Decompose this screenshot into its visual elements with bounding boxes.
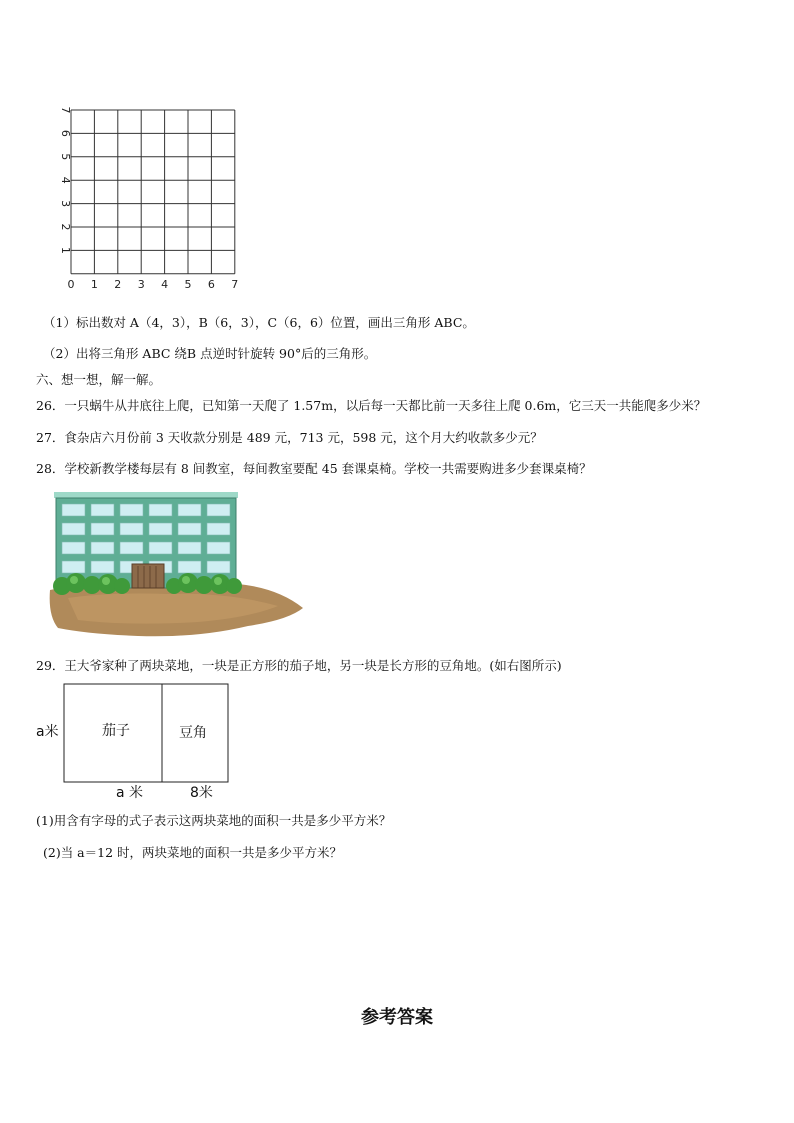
- building-window: [62, 523, 85, 535]
- y-tick-label: 6: [59, 129, 72, 137]
- y-tick-label: 3: [59, 200, 72, 208]
- y-tick-label: 1: [59, 246, 72, 254]
- building-window: [178, 504, 201, 516]
- y-tick-label: 2: [59, 223, 72, 231]
- building-window: [149, 504, 172, 516]
- x-tick-label: 6: [207, 277, 215, 288]
- side-label-a: a米: [36, 724, 59, 740]
- school-building-image: [48, 488, 306, 640]
- building-window: [207, 561, 230, 573]
- building-window: [62, 542, 85, 554]
- building-window: [120, 542, 143, 554]
- section-heading: 六、想一想，解一解。: [36, 372, 162, 387]
- building-window: [178, 542, 201, 554]
- question-29-sub1: (1)用含有字母的式子表示这两块菜地的面积一共是多少平方米？: [36, 813, 392, 828]
- building-window: [62, 504, 85, 516]
- x-tick-label: 0: [67, 277, 75, 288]
- x-tick-label: 7: [231, 277, 239, 288]
- building-window: [120, 523, 143, 535]
- building-window: [91, 561, 114, 573]
- eggplant-label: 茄子: [102, 723, 130, 739]
- q25-part1: （1）标出数对 A（4，3），B（6，3），C（6，6）位置，画出三角形 ABC。: [43, 315, 475, 330]
- y-tick-label: 5: [59, 153, 72, 161]
- question-27: 27．食杂店六月份前 3 天收款分别是 489 元，713 元，598 元，这个月大约收款多少元？: [36, 430, 543, 445]
- answers-title: 参考答案: [361, 1007, 433, 1028]
- y-tick-label: 7: [59, 106, 72, 114]
- building-window: [149, 542, 172, 554]
- x-tick-label: 3: [137, 277, 145, 288]
- q25-part2: （2）出将三角形 ABC 绕B 点逆时针旋转 90°后的三角形。: [43, 346, 377, 361]
- bottom-label-8: 8米: [190, 785, 213, 801]
- building-window: [149, 523, 172, 535]
- building-window: [178, 561, 201, 573]
- coordinate-grid: [50, 98, 250, 288]
- building-window: [207, 504, 230, 516]
- x-tick-label: 2: [114, 277, 122, 288]
- building-window: [207, 542, 230, 554]
- garden-diagram: [30, 678, 240, 804]
- x-tick-label: 4: [161, 277, 169, 288]
- x-tick-label: 1: [90, 277, 98, 288]
- question-29-sub2: (2)当 a＝12 时，两块菜地的面积一共是多少平方米？: [43, 845, 343, 860]
- building-window: [91, 504, 114, 516]
- question-29: 29．王大爷家种了两块菜地，一块是正方形的茄子地，另一块是长方形的豆角地。(如右图所示): [36, 658, 562, 673]
- bottom-label-a: a 米: [116, 785, 144, 801]
- question-26: 26．一只蜗牛从井底往上爬，已知第一天爬了 1.57m，以后每一天都比前一天多往上爬 0.6m，它三天一共能爬多少米？: [36, 398, 707, 413]
- beans-label: 豆角: [179, 725, 207, 741]
- building-window: [91, 542, 114, 554]
- question-28: 28．学校新教学楼每层有 8 间教室，每间教室要配 45 套课桌椅。学校一共需要购进多少套课桌椅？: [36, 461, 592, 476]
- building-window: [62, 561, 85, 573]
- building-window: [207, 523, 230, 535]
- building-window: [91, 523, 114, 535]
- building-window: [120, 504, 143, 516]
- y-tick-label: 4: [59, 176, 72, 184]
- building-window: [178, 523, 201, 535]
- x-tick-label: 5: [184, 277, 192, 288]
